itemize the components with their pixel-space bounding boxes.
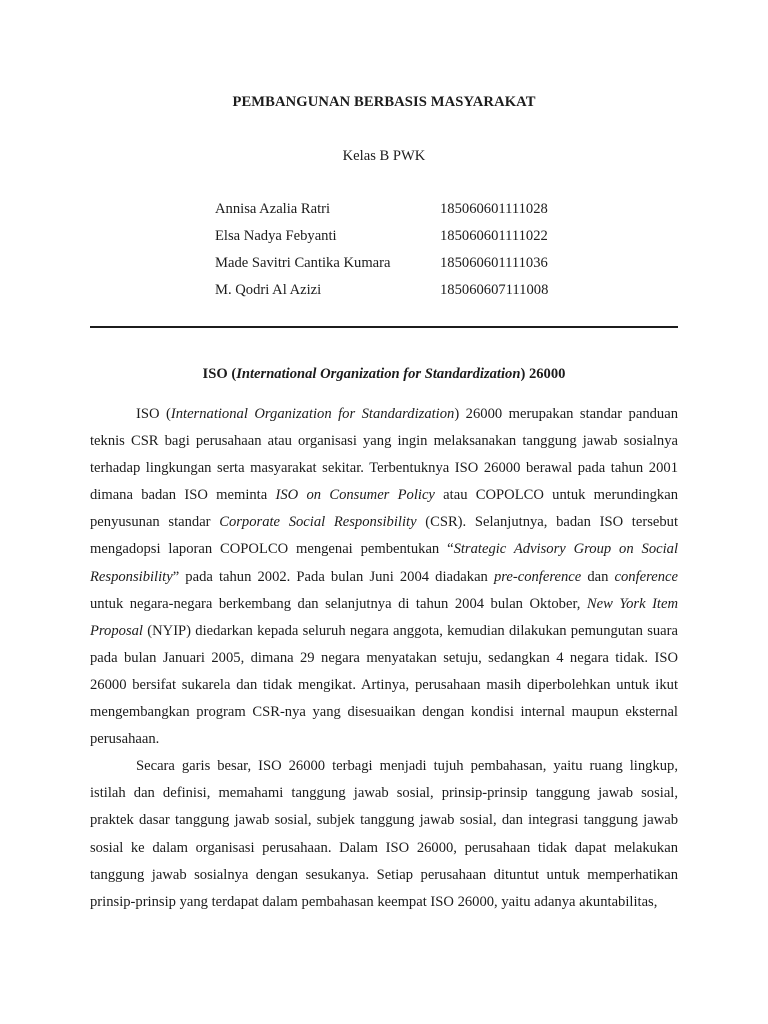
text-run: untuk negara-negara berkembang dan selanjutnya di tahun 2004 bulan Oktober,: [90, 595, 587, 612]
text-run: atau COPOLCO untuk merundingkan penyusunan standar: [90, 487, 678, 531]
member-name: M. Qodri Al Azizi: [215, 282, 322, 298]
class-label: Kelas B PWK: [342, 148, 426, 164]
italic-run: Strategic Advisory Group on Social Responsibility: [90, 541, 678, 585]
member-name: Made Savitri Cantika Kumara: [215, 255, 391, 271]
text-run: ” pada tahun 2002. Pada bulan Juni 2004 diadakan: [172, 568, 494, 585]
section-heading-italic: International Organization for Standardization: [236, 366, 521, 382]
italic-run: ISO on Consumer Policy: [275, 487, 435, 504]
text-run: (CSR). Selanjutnya, badan ISO tersebut mengadopsi laporan COPOLCO mengenai pembentukan “: [90, 514, 679, 558]
text-run: dan: [581, 568, 615, 585]
section-heading-suffix: ) 26000: [520, 366, 566, 382]
section-heading-prefix: ISO (: [202, 366, 237, 382]
italic-run: International Organization for Standardization: [170, 406, 455, 422]
member-nim: 185060607111008: [440, 282, 549, 298]
italic-run: pre-conference: [493, 568, 582, 585]
section-heading: [0, 366, 768, 383]
text-run: ) 26000 merupakan standar panduan teknis CSR bagi perusahaan atau organisasi yang ingin melaksanakan tanggung jawab sosialnya terhadap lingkungan serta masyarakat sekitar. Terbentuknya ISO 26000 berawal pada tahun 2001 dimana badan ISO meminta: [90, 406, 678, 504]
member-nim: 185060601111022: [440, 228, 548, 244]
member-row: [215, 201, 575, 228]
member-nim: 185060601111028: [440, 201, 548, 217]
text-run: ISO (: [136, 406, 171, 422]
member-nim: 185060601111036: [440, 255, 548, 271]
member-row: [215, 282, 575, 309]
horizontal-divider: [90, 326, 678, 328]
text-run: (NYIP) diedarkan kepada seluruh negara anggota, kemudian dilakukan pemungutan suara pada bulan Januari 2005, dimana 29 negara menyatakan setuju, sedangkan 4 negara tidak. ISO 26000 bersifat sukarela dan tidak mengikat. Artinya, perusahaan masih diperbolehkan untuk ikut mengembangkan program CSR-nya yang disesuaikan dengan kondisi internal maupun eksternal perusahaan.: [90, 622, 678, 748]
italic-run: Corporate Social Responsibility: [219, 514, 417, 531]
italic-run: conference: [614, 568, 678, 585]
member-name: Annisa Azalia Ratri: [215, 201, 331, 217]
body-text: [90, 401, 678, 916]
italic-run: New York Item Proposal: [90, 595, 678, 639]
member-list: [215, 201, 575, 309]
document-title: PEMBANGUNAN BERBASIS MASYARAKAT: [232, 94, 536, 110]
paragraph-2: Secara garis besar, ISO 26000 terbagi menjadi tujuh pembahasan, yaitu ruang lingkup, istilah dan definisi, memahami tanggung jawab sosial, prinsip-prinsip tanggung jawab sosial, praktek dasar tanggung jawab sosial, subjek tanggung jawab sosial, dan integrasi tanggung jawab sosial ke dalam organisasi perusahaan. Dalam ISO 26000, perusahaan tidak dapat melakukan tanggung jawab sosialnya dengan sesukanya. Setiap perusahaan dituntut untuk memperhatikan prinsip-prinsip yang terdapat dalam pembahasan keempat ISO 26000, yaitu adanya akuntabilitas,: [90, 758, 678, 910]
member-row: [215, 255, 575, 282]
member-row: [215, 228, 575, 255]
member-name: Elsa Nadya Febyanti: [215, 228, 337, 244]
paragraph-1: [90, 401, 678, 753]
